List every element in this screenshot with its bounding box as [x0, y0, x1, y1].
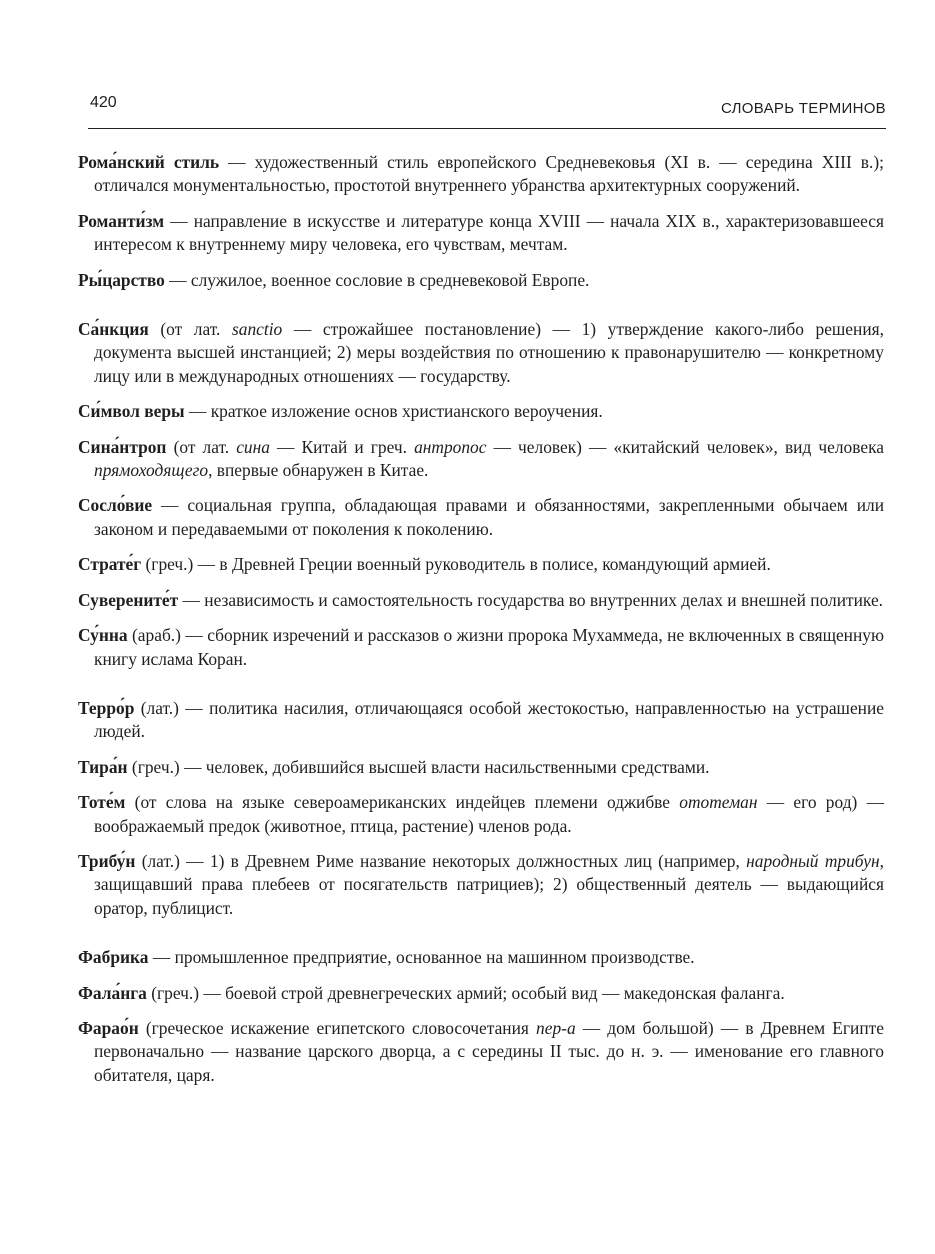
entry-definition: (греческое искажение египетского словосочетания — [138, 1017, 537, 1038]
entry-term: Фала́нга — [78, 982, 147, 1003]
glossary-entry — [78, 982, 884, 1005]
entry-etymon: сина — [236, 436, 270, 457]
glossary-entries — [78, 151, 884, 1099]
entry-definition: (от лат. — [166, 436, 237, 457]
entry-term: Фабрика — [78, 947, 149, 968]
glossary-entry — [78, 436, 884, 483]
entry-term: Рома́нский стиль — [78, 152, 220, 172]
glossary-entry — [78, 269, 884, 292]
glossary-entry — [78, 624, 884, 671]
glossary-entry — [78, 210, 884, 257]
glossary-entry — [78, 589, 884, 612]
entry-definition: , защищавший права плебеев от посягательств патрициев); 2) общественный деятель — выдающийся оратор, публицист. — [94, 850, 884, 918]
entry-definition: — дом большой) — в Древнем Египте первоначально — название царского дворца, а с середины II тыс. до н. э. — именование его главного обитателя, царя. — [94, 1017, 884, 1085]
entry-definition: — промышленное предприятие, основанное на машинном производстве. — [148, 947, 695, 968]
glossary-entry — [78, 151, 884, 198]
glossary-entry — [78, 318, 884, 388]
entry-definition: — его род) — воображаемый предок (животное, птица, растение) членов рода. — [94, 792, 884, 836]
entry-definition: — направление в искусстве и литературе конца XVIII — начала XIX в., характеризовавшееся интересом к внутреннему миру человека, его чувствам, мечтам. — [94, 210, 884, 255]
entry-definition: (араб.) — сборник изречений и рассказов о жизни пророка Мухаммеда, не включенных в священную книгу ислама Коран. — [94, 625, 884, 669]
entry-definition: — художественный стиль европейского Средневековья (XI в. — середина XIII в.); отличался монументальностью, простотой внутреннего убранства архитектурных сооружений. — [94, 152, 884, 196]
glossary-entry — [78, 1017, 884, 1087]
entry-definition: (греч.) — боевой строй древнегреческих армий; особый вид — македонская фаланга. — [146, 982, 785, 1003]
glossary-entry — [78, 553, 884, 576]
entry-term: Си́мвол веры — [78, 401, 185, 422]
page-header — [88, 92, 886, 129]
entry-definition: (греч.) — в Древней Греции военный руководитель в полисе, командующий армией. — [141, 554, 771, 575]
entry-definition: — служилое, военное сословие в средневековой Европе. — [164, 269, 590, 290]
entry-etymon: sanctio — [232, 319, 283, 340]
entry-etymon: ототеман — [679, 792, 758, 813]
entry-term: Су́нна — [78, 625, 128, 646]
glossary-entry — [78, 494, 884, 541]
glossary-entry — [78, 850, 884, 920]
entry-term: Сосло́вие — [78, 495, 153, 516]
entry-definition: , впервые обнаружен в Китае. — [208, 460, 429, 481]
entry-term: Романти́зм — [78, 210, 165, 231]
entry-definition: (лат.) — 1) в Древнем Риме название некоторых должностных лиц (например, — [135, 850, 747, 871]
entry-definition: — краткое изложение основ христианского вероучения. — [184, 401, 603, 422]
glossary-entry — [78, 791, 884, 838]
entry-definition: (лат.) — политика насилия, отличающаяся особой жестокостью, направленностью на устрашение людей. — [94, 697, 884, 742]
entry-definition: — социальная группа, обладающая правами и обязанностями, закрепленными обычаем или законом и передаваемыми от поколения к поколению. — [94, 495, 884, 539]
entry-definition: — строжайшее постановление) — 1) утверждение какого-либо решения, документа высшей инстанцией; 2) меры воздействия по отношению к правонарушителю — конкретному лицу или в международных отношениях — государству. — [94, 319, 884, 386]
entry-definition: (от лат. — [148, 319, 232, 340]
entry-definition: — Китай и греч. — [269, 436, 415, 457]
entry-etymon: антропос — [414, 436, 487, 457]
entry-term: Суверените́т — [78, 589, 179, 610]
glossary-entry — [78, 756, 884, 779]
entry-term: Терро́р — [78, 697, 135, 718]
glossary-entry — [78, 946, 884, 969]
entry-term: Сина́нтроп — [78, 436, 167, 457]
glossary-entry — [78, 400, 884, 423]
entry-definition: — человек) — «китайский человек», вид человека — [486, 436, 884, 457]
running-title: СЛОВАРЬ ТЕРМИНОВ — [721, 100, 886, 117]
entry-term: Са́нкция — [78, 319, 149, 340]
entry-term: Страте́г — [78, 554, 142, 575]
entry-definition: (греч.) — человек, добившийся высшей власти насильственными средствами. — [127, 756, 710, 777]
entry-emphasis: прямоходящего — [94, 460, 209, 481]
page-number: 420 — [90, 94, 117, 111]
glossary-entry — [78, 697, 884, 744]
entry-term: Ры́царство — [78, 269, 165, 290]
entry-emphasis: народный трибун — [746, 850, 880, 871]
entry-term: Тира́н — [78, 756, 128, 777]
entry-definition: — независимость и самостоятельность государства во внутренних делах и внешней политике. — [178, 589, 884, 610]
entry-term: Фарао́н — [78, 1017, 139, 1038]
entry-term: Трибу́н — [78, 850, 136, 871]
entry-definition: (от слова на языке североамериканских индейцев племени оджибве — [125, 792, 680, 813]
entry-term: Тоте́м — [78, 792, 126, 813]
entry-etymon: пер-а — [536, 1017, 576, 1038]
